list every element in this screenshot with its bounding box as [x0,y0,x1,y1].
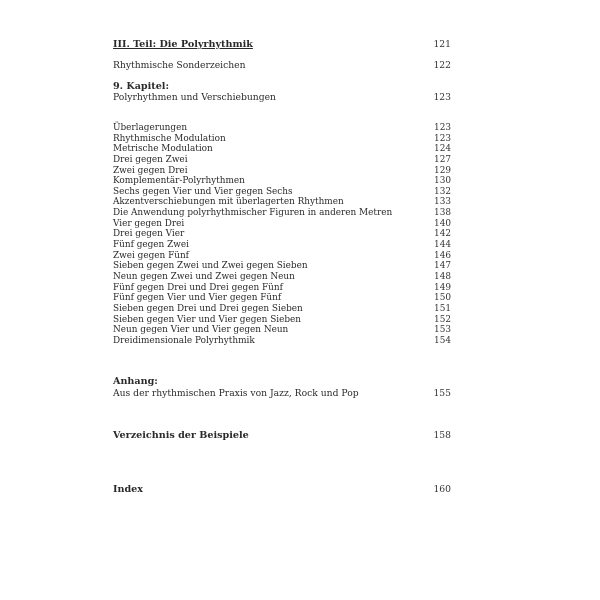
entry-page: 138 [434,208,451,219]
toc-entry [113,251,451,262]
entry-title: Metrische Modulation [113,144,213,155]
intro-page: 122 [433,60,451,71]
entry-title: Akzentverschiebungen mit überlagerten Rhythmen [113,197,344,208]
chapter-page: 123 [433,92,451,103]
toc-entry [113,123,451,134]
toc-entry [113,304,451,315]
toc-intro-entry [113,60,451,72]
toc-entry [113,208,451,219]
toc-part-heading [113,39,451,51]
entry-title: Neun gegen Vier und Vier gegen Neun [113,325,289,336]
chapter-title: Polyrhythmen und Verschiebungen [113,92,276,103]
entry-title: Dreidimensionale Polyrhythmik [113,335,255,346]
entry-page: 144 [434,240,451,251]
entry-title: Fünf gegen Vier und Vier gegen Fünf [113,293,282,304]
entry-title: Sechs gegen Vier und Vier gegen Sechs [113,186,293,197]
entry-title: Sieben gegen Zwei und Zwei gegen Sieben [113,261,308,272]
entry-page: 127 [434,154,451,165]
entry-page: 132 [434,186,451,197]
toc-entry [113,272,451,283]
entry-title: Zwei gegen Drei [113,165,188,176]
toc-entry [113,219,451,230]
entry-title: Zwei gegen Fünf [113,250,189,261]
entry-page: 154 [434,335,451,346]
entry-page: 146 [434,250,451,261]
entry-title: Drei gegen Vier [113,229,185,240]
entry-page: 142 [434,229,451,240]
toc-entry [113,229,451,240]
toc-entry [113,240,451,251]
entry-title: Neun gegen Zwei und Zwei gegen Neun [113,271,295,282]
entry-title: Überlagerungen [113,123,188,133]
appendix-label: Anhang: [113,376,158,387]
entry-page: 149 [434,282,451,293]
entry-title: Vier gegen Drei [113,218,185,229]
entry-page: 140 [434,218,451,229]
entry-title: Fünf gegen Drei und Drei gegen Fünf [113,282,283,293]
intro-title: Rhythmische Sonderzeichen [113,60,246,71]
toc-entry [113,166,451,177]
toc-entry [113,144,451,155]
toc-entry [113,187,451,198]
entry-page: 133 [434,197,451,208]
entry-title: Fünf gegen Zwei [113,240,189,251]
entry-title: Rhythmische Modulation [113,133,226,144]
toc-chapter-entry [113,92,451,104]
part-page: 121 [433,39,451,50]
entry-page: 129 [434,165,451,176]
toc-entry [113,134,451,145]
entry-title: Sieben gegen Drei und Drei gegen Sieben [113,303,303,314]
entry-page: 123 [434,133,451,144]
toc-entry [113,325,451,336]
chapter-label: 9. Kapitel: [113,81,169,92]
examples-page: 158 [433,430,451,441]
toc-appendix-entry [113,388,451,400]
examples-title: Verzeichnis der Beispiele [113,430,249,441]
appendix-title: Aus der rhythmischen Praxis von Jazz, Rock und Pop [113,388,359,399]
toc-entry-list [113,123,451,346]
entry-page: 153 [434,325,451,336]
toc-entry [113,283,451,294]
toc-entry [113,261,451,272]
toc-entry [113,336,451,347]
entry-page: 147 [434,261,451,272]
entry-page: 152 [434,314,451,325]
toc-entry [113,176,451,187]
toc-examples-entry [113,430,451,442]
entry-title: Sieben gegen Vier und Vier gegen Sieben [113,314,302,325]
entry-page: 148 [434,271,451,282]
entry-page: 130 [434,176,451,187]
toc-entry [113,315,451,326]
entry-page: 150 [434,293,451,304]
entry-page: 124 [434,144,451,155]
entry-page: 123 [434,123,451,133]
entry-title: Die Anwendung polyrhythmischer Figuren in anderen Metren [113,208,393,219]
toc-index-entry [113,484,451,496]
appendix-page: 155 [433,388,451,399]
part-title: III. Teil: Die Polyrhythmik [113,39,253,50]
index-title: Index [113,484,143,495]
entry-title: Komplementär-Polyrhythmen [113,176,245,187]
toc-entry [113,197,451,208]
toc-entry [113,293,451,304]
toc-entry [113,155,451,166]
index-page: 160 [433,484,451,495]
entry-title: Drei gegen Zwei [113,154,188,165]
entry-page: 151 [434,303,451,314]
